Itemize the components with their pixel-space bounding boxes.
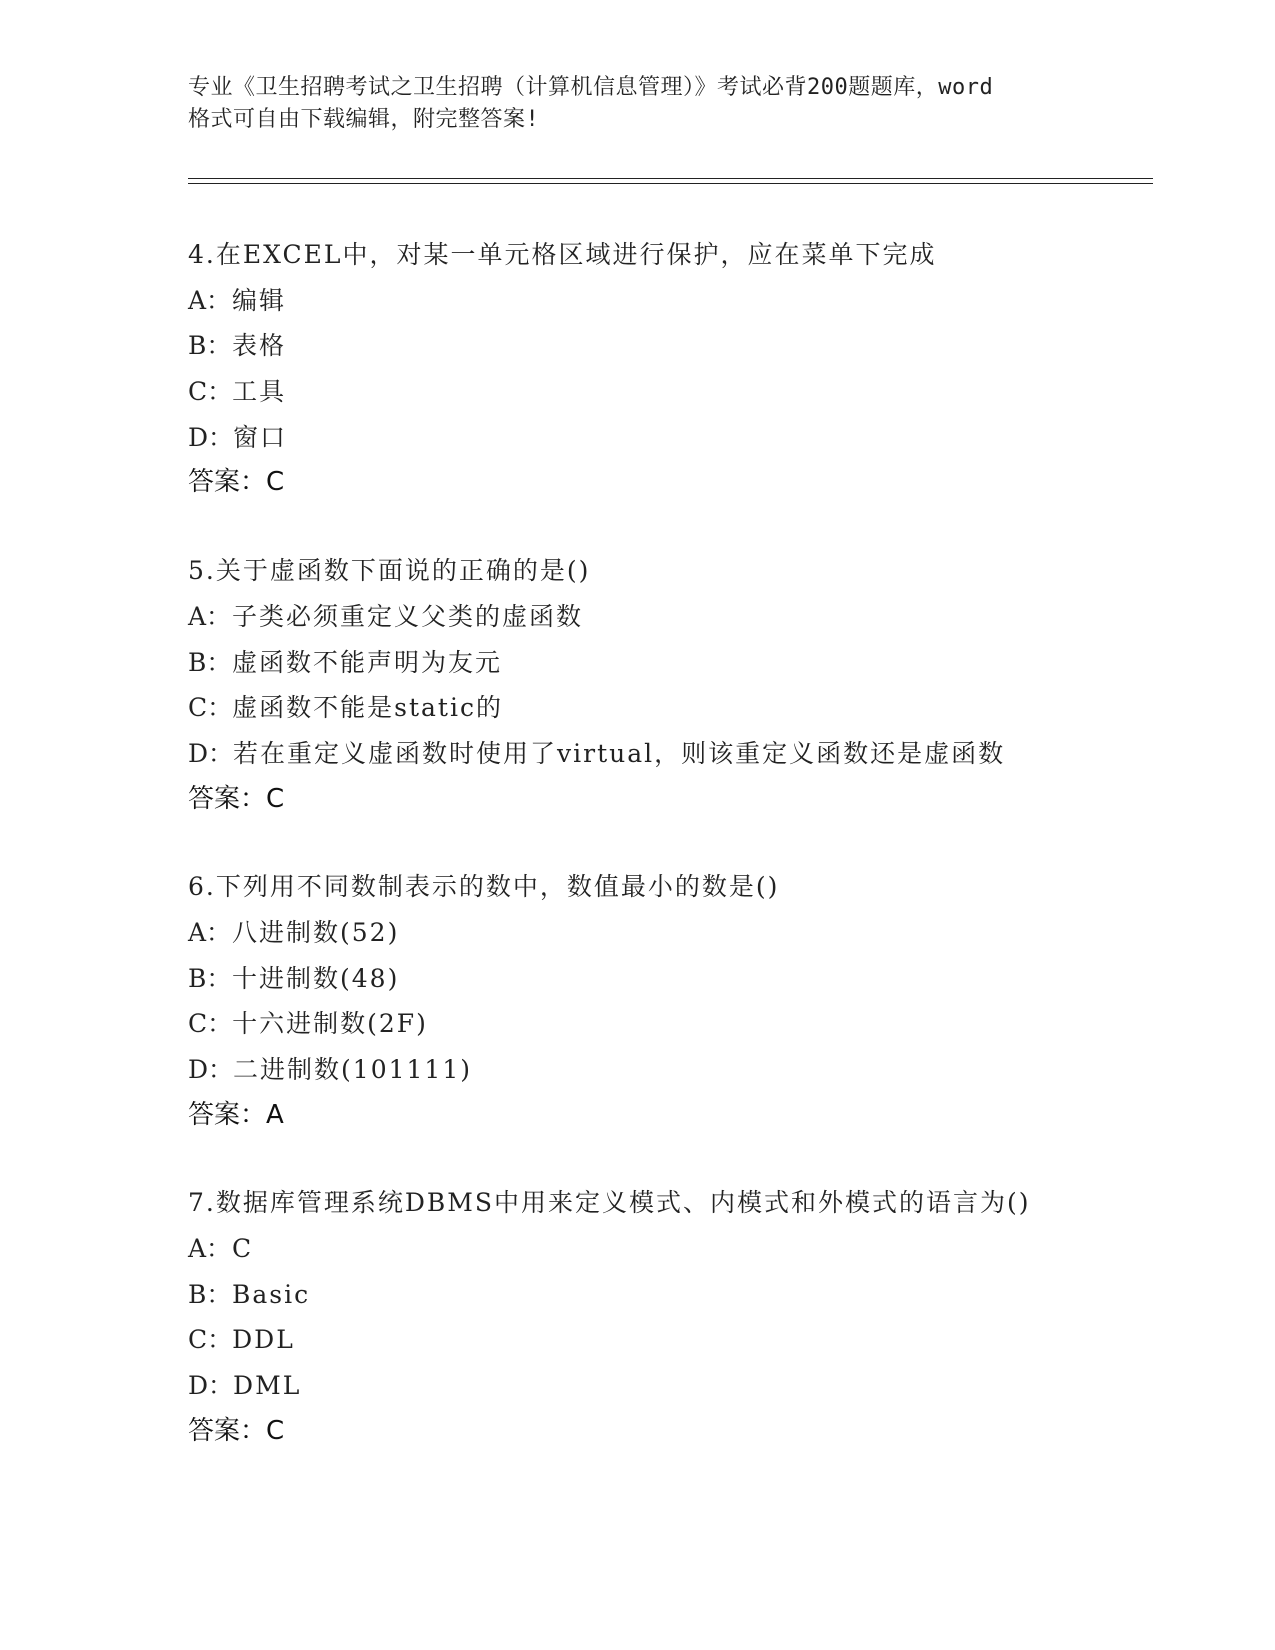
option-key: B： xyxy=(188,331,232,361)
option-key: B： xyxy=(188,1279,232,1309)
option-text: 十进制数(48) xyxy=(232,963,400,993)
option-text: 窗口 xyxy=(233,422,288,452)
option-text: 工具 xyxy=(232,377,287,407)
question-stem: 7.数据库管理系统DBMS中用来定义模式、内模式和外模式的语言为() xyxy=(188,1188,1031,1218)
option-c xyxy=(188,1001,1188,1047)
option-key: A： xyxy=(188,285,232,315)
answer-label: 答案：C xyxy=(188,467,285,498)
answer-label: 答案：C xyxy=(188,1415,285,1446)
option-text: 十六进制数(2F) xyxy=(232,1009,428,1039)
option-key: C： xyxy=(188,693,233,723)
option-text: Basic xyxy=(232,1279,311,1309)
option-d xyxy=(188,415,1188,461)
option-c xyxy=(188,685,1188,731)
option-text: 二进制数(101111) xyxy=(233,1055,472,1084)
option-key: C： xyxy=(188,1325,233,1355)
question-6 xyxy=(188,864,1188,1138)
question-4 xyxy=(188,232,1188,506)
option-b xyxy=(188,956,1188,1002)
option-a xyxy=(188,910,1188,956)
option-c xyxy=(188,1317,1188,1363)
option-key: A： xyxy=(188,917,232,947)
header-line-1: 专业《卫生招聘考试之卫生招聘（计算机信息管理）》考试必背200题题库，word xyxy=(188,75,994,100)
document-header xyxy=(188,72,1088,136)
option-key: D： xyxy=(188,1055,234,1084)
option-b xyxy=(188,1272,1188,1318)
option-c xyxy=(188,369,1188,415)
answer-label: 答案：A xyxy=(188,1099,284,1130)
option-text: 表格 xyxy=(232,331,287,361)
option-key: D： xyxy=(188,738,234,768)
option-text: DDL xyxy=(232,1325,295,1355)
option-text: C xyxy=(232,1234,254,1264)
option-a xyxy=(188,278,1188,324)
question-7 xyxy=(188,1180,1188,1454)
option-key: C： xyxy=(188,377,233,407)
option-b xyxy=(188,640,1188,686)
option-text: 虚函数不能声明为友元 xyxy=(232,647,503,677)
option-text: 编辑 xyxy=(232,285,287,315)
question-stem: 5.关于虚函数下面说的正确的是() xyxy=(188,556,591,586)
option-key: D： xyxy=(188,1371,234,1401)
option-key: B： xyxy=(188,647,232,677)
question-stem: 4.在EXCEL中，对某一单元格区域进行保护，应在菜单下完成 xyxy=(188,240,937,269)
option-text: 子类必须重定义父类的虚函数 xyxy=(232,601,584,631)
option-key: A： xyxy=(188,1234,232,1264)
question-5 xyxy=(188,548,1188,822)
header-line-2: 格式可自由下载编辑，附完整答案! xyxy=(188,107,540,132)
header-divider-top xyxy=(188,178,1153,179)
header-divider-bottom xyxy=(188,183,1153,184)
question-stem: 6.下列用不同数制表示的数中，数值最小的数是() xyxy=(188,872,780,902)
option-text: 八进制数(52) xyxy=(232,917,400,947)
option-key: D： xyxy=(188,422,234,452)
option-key: B： xyxy=(188,963,232,993)
option-b xyxy=(188,323,1188,369)
option-d xyxy=(188,1047,1188,1093)
option-d xyxy=(188,731,1188,777)
option-key: C： xyxy=(188,1009,233,1039)
option-text: 虚函数不能是static的 xyxy=(232,693,503,723)
option-key: A： xyxy=(188,601,232,631)
option-text: DML xyxy=(233,1371,302,1401)
question-list xyxy=(188,232,1188,1497)
option-d xyxy=(188,1363,1188,1409)
option-text: 若在重定义虚函数时使用了virtual，则该重定义函数还是虚函数 xyxy=(233,738,1006,768)
option-a xyxy=(188,594,1188,640)
answer-label: 答案：C xyxy=(188,783,285,814)
option-a xyxy=(188,1226,1188,1272)
